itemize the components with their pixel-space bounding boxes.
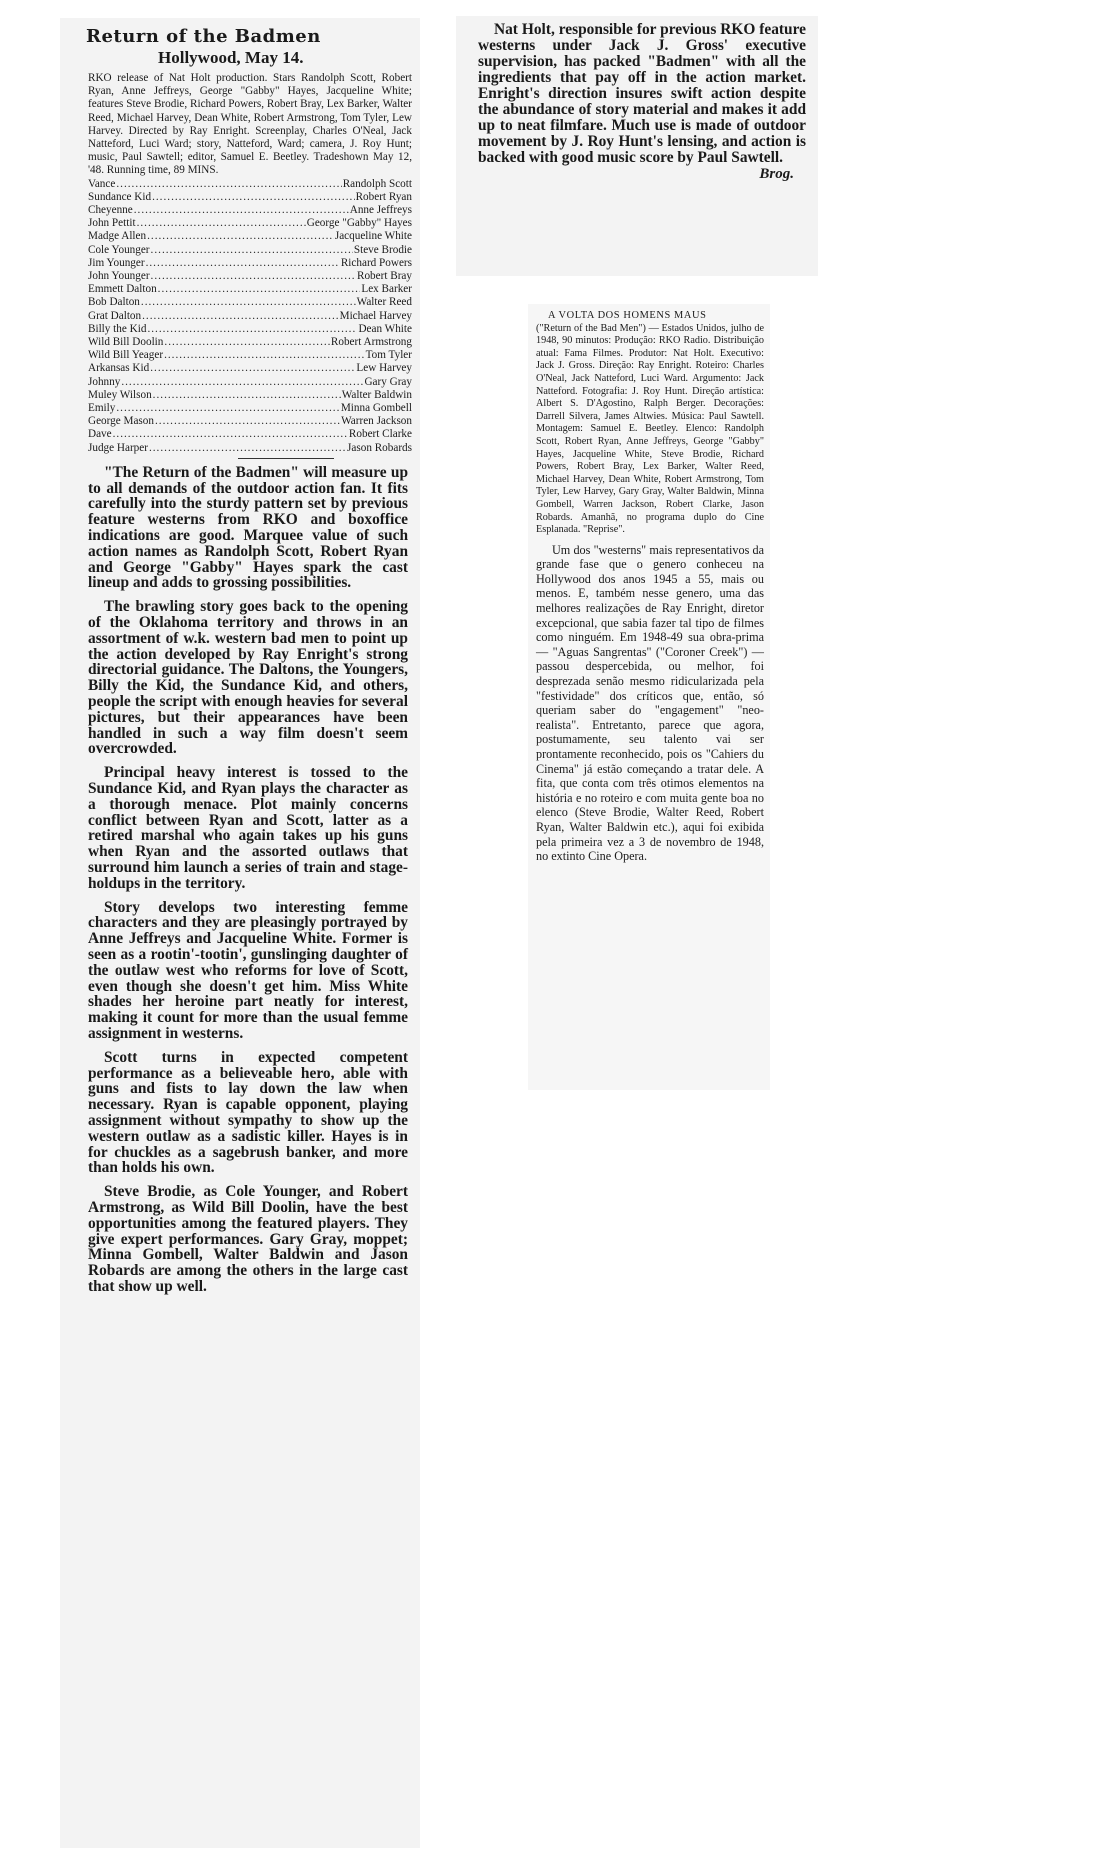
reviewer-signature: Brog.	[759, 166, 794, 182]
cast-role: Cheyenne	[88, 204, 133, 217]
cast-row	[88, 178, 412, 191]
cast-leader-dots	[113, 428, 348, 441]
cast-leader-dots	[121, 376, 363, 389]
cast-role: Johnny	[88, 375, 121, 388]
cast-role: Emmett Dalton	[88, 283, 157, 296]
cast-actor: Robert Armstrong	[330, 336, 412, 349]
continuation-paragraph: Nat Holt, responsible for previous RKO feature westerns under Jack J. Gross' executive supervision, has packed "Badmen" with all the ingredients that pay off in the action market. Enright's direction insures swift action despite the abundance of story material and makes it add up to neat filmfare. Much use is made of outdoor movement by J. Roy Hunt's lensing, and action is backed with good music score by Paul Sawtell.	[478, 21, 806, 166]
cast-row	[88, 270, 412, 283]
cast-row	[88, 362, 412, 375]
cast-role: Dave	[88, 428, 112, 441]
cast-actor: Robert Clarke	[348, 428, 412, 441]
review-header	[60, 18, 420, 68]
cast-leader-dots	[142, 310, 339, 323]
review-credits: RKO release of Nat Holt production. Stars Randolph Scott, Robert Ryan, Anne Jeffreys, George "Gabby" Hayes, Jacqueline White; features Steve Brodie, Richard Powers, Robert Bray, Lex Barker, Walter Reed, Michael Harvey, Dean White, Robert Armstrong, Tom Tyler, Lew Harvey. Directed by Ray Enright. Screenplay, Charles O'Neal, Jack Natteford, Luci Ward; story, Natteford, Ward; camera, J. Roy Hunt; music, Paul Sawtell; editor, Samuel E. Beetley. Tradeshown May 12, '48. Running time, 89 MINS.	[88, 72, 412, 177]
cast-actor: Lew Harvey	[356, 362, 412, 375]
cast-role: Wild Bill Yeager	[88, 349, 164, 362]
cast-row	[88, 296, 412, 309]
review-title: Return of the Badmen	[86, 26, 321, 47]
cast-role: Billy the Kid	[88, 322, 147, 335]
review-continuation	[456, 16, 818, 166]
review-paragraph: "The Return of the Badmen" will measure up to all demands of the outdoor action fan. It fits carefully into the sturdy pattern set by previous feature westerns from RKO and boxoffice indications are good. Marquee value of such action names as Randolph Scott, Robert Ryan and George "Gabby" Hayes spark the cast lineup and adds to grossing possibilities.	[88, 463, 408, 592]
cast-leader-dots	[149, 442, 346, 455]
cast-role: Emily	[88, 402, 116, 415]
cast-actor: Jason Robards	[347, 441, 412, 454]
cast-row	[88, 310, 412, 323]
cast-leader-dots	[146, 257, 340, 270]
cast-actor: Warren Jackson	[341, 415, 412, 428]
cast-row	[88, 415, 412, 428]
cast-row	[88, 230, 412, 243]
cast-leader-dots	[155, 415, 340, 428]
cast-role: Wild Bill Doolin	[88, 336, 164, 349]
cast-actor: George "Gabby" Hayes	[306, 217, 412, 230]
divider	[238, 458, 334, 459]
cast-actor: Minna Gombell	[340, 402, 412, 415]
cast-actor: Dean White	[358, 322, 412, 335]
cast-list	[88, 178, 412, 455]
cast-row	[88, 402, 412, 415]
cast-leader-dots	[153, 389, 341, 402]
cast-leader-dots	[158, 283, 361, 296]
review-paragraph: Story develops two interesting femme characters and they are pleasingly portrayed by Anne Jeffreys and Jacqueline White. Former is seen as a rootin'-tootin', gunslinging daughter of the outlaw west who reforms for love of Scott, even though she doesn't get him. Miss White shades her heroine part neatly for interest, making it count for more than the usual femme assignment in westerns.	[88, 898, 408, 1042]
cast-row	[88, 349, 412, 362]
review-body	[88, 465, 408, 1295]
cast-leader-dots	[116, 402, 339, 415]
cast-leader-dots	[141, 296, 356, 309]
cast-role: Jim Younger	[88, 256, 145, 269]
cast-leader-dots	[147, 323, 357, 336]
cast-role: Bob Dalton	[88, 296, 140, 309]
cast-actor: Jacqueline White	[334, 230, 412, 243]
cast-actor: Michael Harvey	[339, 309, 412, 322]
cast-leader-dots	[147, 230, 334, 243]
portuguese-body: Um dos "westerns" mais representativos da grande fase que o genero conheceu na Hollywood dos anos 1945 a 55, mais ou menos. E, também nesse genero, uma das melhores realizações de Ray Enright, diretor excepcional, que sabia fazer tal tipo de filmes como ninguém. Em 1948-49 sua obra-prima — "Aguas Sangrentas" ("Coroner Creek") — passou despercebida, ou melhor, foi desprezada senão mesmo ridicularizada pela "festividade" dos críticos que, então, só queriam saber do "engagement" "neo-realista". Entretanto, parece que agora, postumamente, seu talento vai ser prontamente reconhecido, pois os "Cahiers du Cinema" já estão começando a tratar dele. A fita, que conta com três otimos elementos na história e no roteiro e com muita gente boa no elenco (Steve Brodie, Walter Reed, Robert Ryan, Walter Baldwin etc.), aqui foi exibida pela primeira vez a 3 de novembro de 1948, no extinto Cine Opera.	[536, 542, 764, 864]
cast-leader-dots	[151, 270, 356, 283]
cast-actor: Gary Gray	[364, 375, 412, 388]
cast-role: Grat Dalton	[88, 309, 142, 322]
cast-leader-dots	[150, 362, 355, 375]
review-paragraph: Steve Brodie, as Cole Younger, and Robert Armstrong, as Wild Bill Doolin, have the best opportunities among the featured players. They give expert performances. Gary Gray, moppet; Minna Gombell, Walter Baldwin and Jason Robards are among the others in the large cast that show up well.	[88, 1183, 408, 1295]
cast-row	[88, 217, 412, 230]
portuguese-clipping	[528, 304, 770, 1090]
review-clipping	[60, 18, 420, 1848]
cast-row	[88, 336, 412, 349]
cast-leader-dots	[151, 244, 353, 257]
review-paragraph: Principal heavy interest is tossed to the Sundance Kid, and Ryan plays the character as a thorough menace. Plot mainly concerns conflict between Ryan and Scott, latter as a retired marshal who again takes up his guns when Ryan and the assorted outlaws that surround him launch a series of train and stage-holdups in the territory.	[88, 764, 408, 892]
cast-row	[88, 442, 412, 455]
cast-leader-dots	[116, 178, 341, 191]
cast-role: Cole Younger	[88, 243, 150, 256]
portuguese-credits: ("Return of the Bad Men") — Estados Unidos, julho de 1948, 90 minutos: Produção: RKO Radio. Distribuição atual: Fama Filmes. Produtor: Nat Holt. Executivo: Jack J. Gross. Direção: Ray Enright. Roteiro: Charles O'Neal, Jack Natteford, Luci Ward. Argumento: Jack Natteford. Fotografia: J. Roy Hunt. Direção artística: Albert S. D'Agostino, Ralph Berger. Decorações: Darrell Silvera, James Altwies. Música: Paul Sawtell. Montagem: Samuel E. Beetley. Elenco: Randolph Scott, Robert Ryan, Anne Jeffreys, George "Gabby" Hayes, Jacqueline White, Steve Brodie, Richard Powers, Robert Bray, Lex Barker, Walter Reed, Michael Harvey, Dean White, Robert Armstrong, Tom Tyler, Lew Harvey, Gary Gray, Walter Baldwin, Minna Gombell, Warren Jackson, Robert Clarke, Jason Robards. Amanhã, no programa duplo do Cine Esplanada. "Reprise".	[536, 322, 764, 536]
cast-actor: Robert Bray	[357, 270, 412, 283]
cast-leader-dots	[164, 336, 330, 349]
cast-role: John Younger	[88, 270, 150, 283]
review-dateline: Hollywood, May 14.	[158, 48, 304, 67]
review-paragraph: The brawling story goes back to the opening of the Oklahoma territory and throws in an assortment of w.k. western bad men to point up the action developed by Ray Enright's strong directorial guidance. The Daltons, the Youngers, Billy the Kid, the Sundance Kid, and others, people the script with enough heavies for several pictures, but their appearances have been handled in such a way film doesn't seem overcrowded.	[88, 598, 408, 758]
cast-row	[88, 257, 412, 270]
review-paragraph: Scott turns in expected competent performance as a believeable hero, able with guns and fists to lay down the law when necessary. Ryan is capable opponent, playing assignment without sympathy to show up the western outlaw as a sadistic killer. Hayes is in for chuckles as a sagebrush banker, and more than holds his own.	[88, 1048, 408, 1177]
cast-role: George Mason	[88, 415, 154, 428]
cast-leader-dots	[164, 349, 365, 362]
cast-row	[88, 323, 412, 336]
cast-role: Sundance Kid	[88, 190, 152, 203]
cast-row	[88, 376, 412, 389]
cast-actor: Tom Tyler	[365, 349, 412, 362]
cast-role: Muley Wilson	[88, 388, 152, 401]
cast-actor: Walter Reed	[356, 296, 412, 309]
cast-leader-dots	[134, 204, 349, 217]
cast-actor: Steve Brodie	[353, 243, 412, 256]
cast-row	[88, 191, 412, 204]
cast-leader-dots	[137, 217, 306, 230]
cast-actor: Richard Powers	[340, 256, 412, 269]
cast-role: John Pettit	[88, 217, 136, 230]
cast-row	[88, 428, 412, 441]
portuguese-heading: A VOLTA DOS HOMENS MAUS	[548, 310, 707, 321]
cast-leader-dots	[152, 191, 355, 204]
cast-role: Madge Allen	[88, 230, 147, 243]
cast-row	[88, 244, 412, 257]
cast-row	[88, 283, 412, 296]
cast-actor: Robert Ryan	[355, 190, 412, 203]
cast-role: Vance	[88, 177, 116, 190]
cast-role: Judge Harper	[88, 441, 148, 454]
review-continuation-clipping	[456, 16, 818, 276]
cast-actor: Anne Jeffreys	[349, 204, 412, 217]
cast-row	[88, 204, 412, 217]
cast-actor: Walter Baldwin	[341, 388, 412, 401]
cast-actor: Randolph Scott	[342, 177, 412, 190]
cast-role: Arkansas Kid	[88, 362, 150, 375]
cast-row	[88, 389, 412, 402]
cast-actor: Lex Barker	[361, 283, 412, 296]
